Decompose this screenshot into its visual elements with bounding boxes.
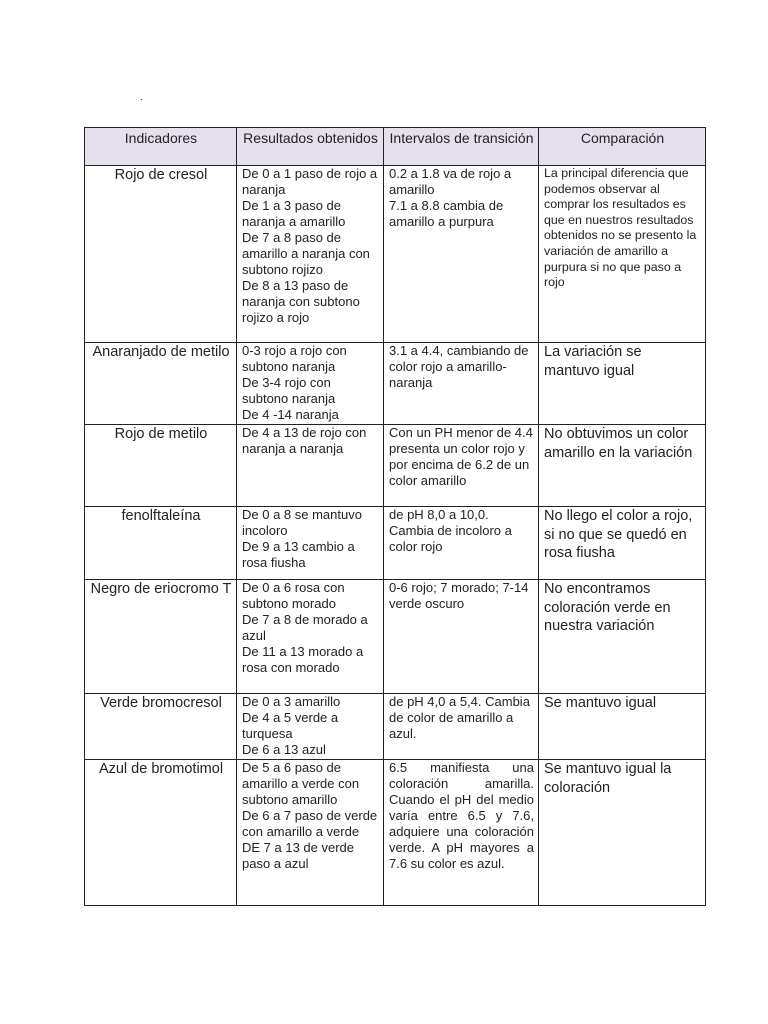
indicator-cell: Negro de eriocromo T xyxy=(85,580,237,694)
comparison-cell: La variación se mantuvo igual xyxy=(539,343,706,425)
comparison-cell: Se mantuvo igual xyxy=(539,694,706,760)
header-comparison: Comparación xyxy=(539,128,706,166)
indicator-cell: Verde bromocresol xyxy=(85,694,237,760)
table-header-row xyxy=(85,128,706,166)
intervals-cell: 0.2 a 1.8 va de rojo a amarillo 7.1 a 8.8 cambia de amarillo a purpura xyxy=(384,166,539,343)
comparison-cell: Se mantuvo igual la coloración xyxy=(539,760,706,906)
comparison-cell: La principal diferencia que podemos observar al comprar los resultados es que en nuestros resultados obtenidos no se presento la variación de amarillo a purpura si no que paso a rojo xyxy=(539,166,706,343)
results-cell: 0-3 rojo a rojo con subtono naranja De 3-4 rojo con subtono naranja De 4 -14 naranja xyxy=(237,343,384,425)
table-row xyxy=(85,580,706,694)
indicator-cell: Anaranjado de metilo xyxy=(85,343,237,425)
indicator-cell: fenolftaleína xyxy=(85,507,237,580)
comparison-cell: No encontramos coloración verde en nuestra variación xyxy=(539,580,706,694)
table-row xyxy=(85,343,706,425)
table-row xyxy=(85,166,706,343)
header-intervals: Intervalos de transición xyxy=(384,128,539,166)
intervals-cell: de pH 4,0 a 5,4. Cambia de color de amarillo a azul. xyxy=(384,694,539,760)
results-cell: De 4 a 13 de rojo con naranja a naranja xyxy=(237,425,384,507)
indicator-cell: Rojo de metilo xyxy=(85,425,237,507)
stray-mark: . xyxy=(140,92,143,103)
header-results: Resultados obtenidos xyxy=(237,128,384,166)
indicators-table xyxy=(84,127,706,906)
intervals-cell: de pH 8,0 a 10,0. Cambia de incoloro a color rojo xyxy=(384,507,539,580)
results-cell: De 0 a 8 se mantuvo incoloro De 9 a 13 cambio a rosa fiusha xyxy=(237,507,384,580)
results-cell: De 0 a 3 amarillo De 4 a 5 verde a turquesa De 6 a 13 azul xyxy=(237,694,384,760)
results-cell: De 0 a 1 paso de rojo a naranja De 1 a 3 paso de naranja a amarillo De 7 a 8 paso de amarillo a naranja con subtono rojizo De 8 a 13 paso de naranja con subtono rojizo a rojo xyxy=(237,166,384,343)
intervals-cell: 3.1 a 4.4, cambiando de color rojo a amarillo-naranja xyxy=(384,343,539,425)
intervals-cell: 6.5 manifiesta una coloración amarilla. Cuando el pH del medio varía entre 6.5 y 7.6, adquiere una coloración verde. A pH mayores a 7.6 su color es azul. xyxy=(384,760,539,906)
intervals-cell: Con un PH menor de 4.4 presenta un color rojo y por encima de 6.2 de un color amarillo xyxy=(384,425,539,507)
intervals-cell: 0-6 rojo; 7 morado; 7-14 verde oscuro xyxy=(384,580,539,694)
comparison-cell: No obtuvimos un color amarillo en la variación xyxy=(539,425,706,507)
comparison-cell: No llego el color a rojo, si no que se quedó en rosa fiusha xyxy=(539,507,706,580)
table-row xyxy=(85,507,706,580)
indicator-cell: Azul de bromotimol xyxy=(85,760,237,906)
indicator-cell: Rojo de cresol xyxy=(85,166,237,343)
results-cell: De 0 a 6 rosa con subtono morado De 7 a 8 de morado a azul De 11 a 13 morado a rosa con morado xyxy=(237,580,384,694)
table-row xyxy=(85,694,706,760)
table-row xyxy=(85,425,706,507)
header-indicators: Indicadores xyxy=(85,128,237,166)
results-cell: De 5 a 6 paso de amarillo a verde con subtono amarillo De 6 a 7 paso de verde con amarillo a verde DE 7 a 13 de verde paso a azul xyxy=(237,760,384,906)
table-row xyxy=(85,760,706,906)
